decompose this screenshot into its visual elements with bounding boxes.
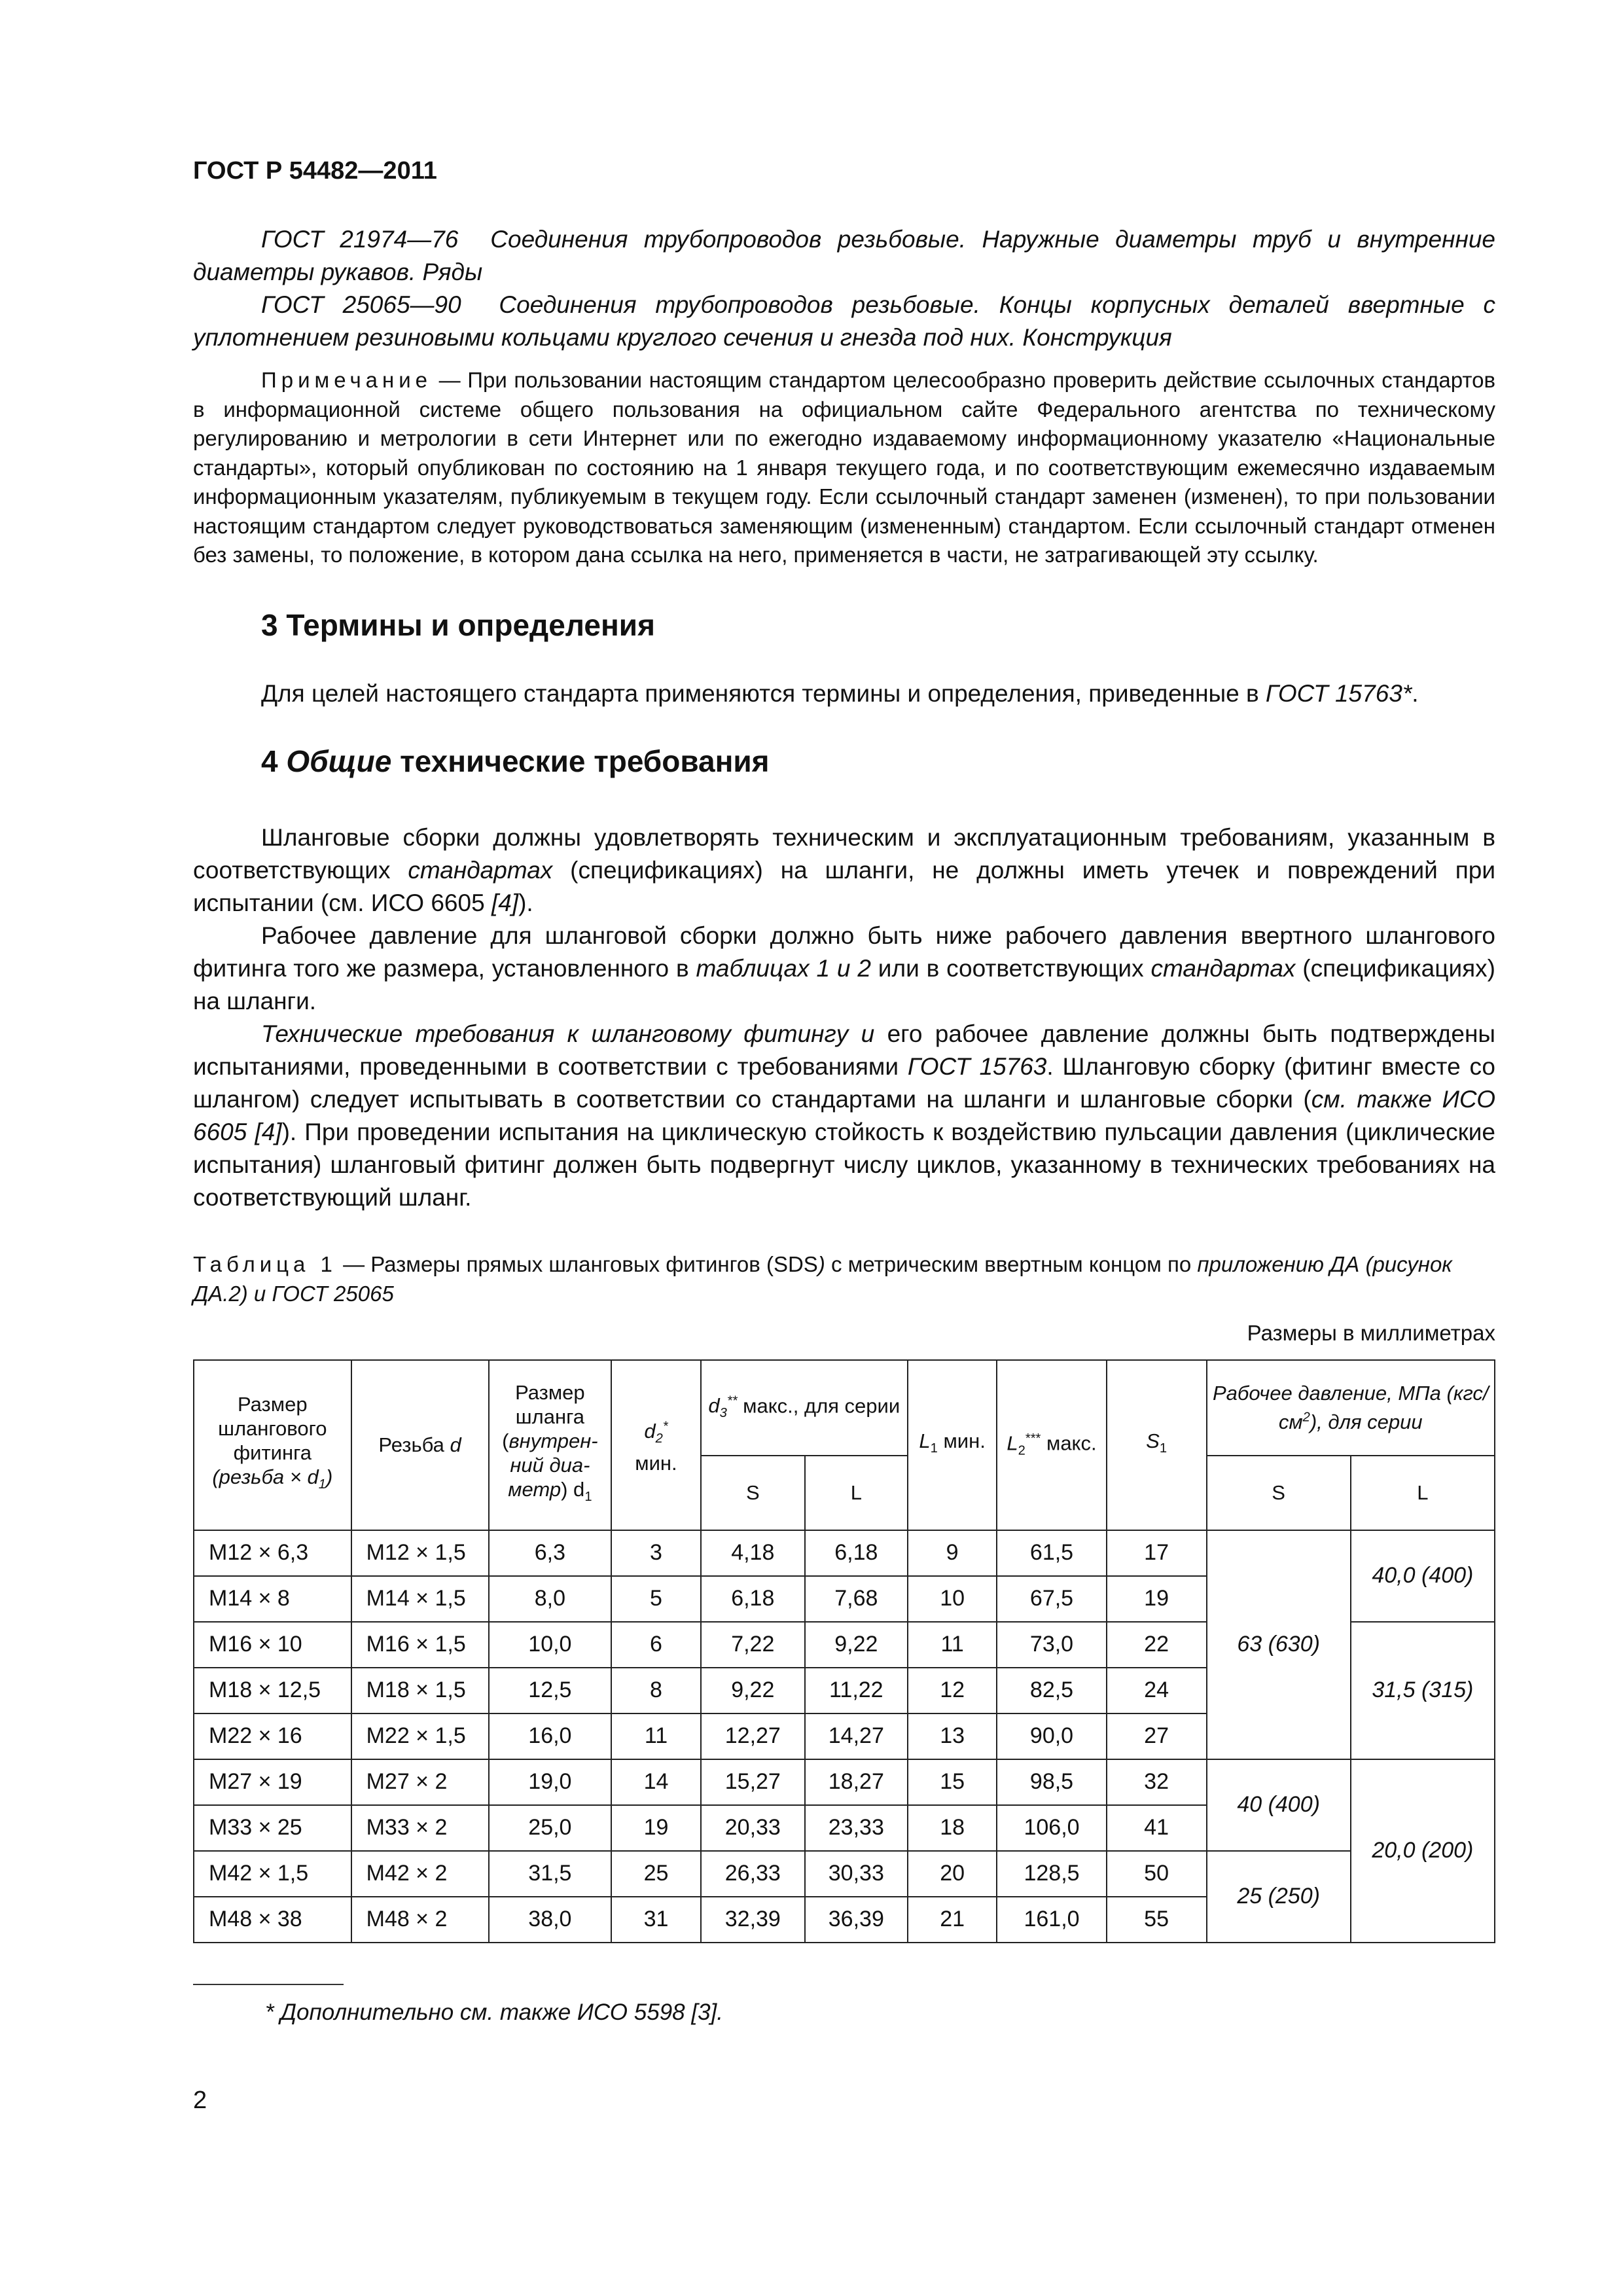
- note-label: Примечание: [261, 368, 433, 392]
- table-row: [194, 1530, 1495, 1576]
- header-fitting-size: [194, 1360, 351, 1530]
- page-number: 2: [193, 2087, 207, 2114]
- paragraph-text: Рабочее давление для шланговой сборки должно быть ниже рабочего давления ввертного шлангового фитинга того же размера, установленного в: [193, 922, 1495, 982]
- cell: M22 × 1,5: [351, 1713, 489, 1759]
- cell: 4,18: [701, 1530, 805, 1576]
- cell: 90,0: [997, 1713, 1106, 1759]
- cell: 25: [611, 1851, 701, 1897]
- header-text: d: [708, 1394, 720, 1418]
- cell: 55: [1107, 1897, 1207, 1943]
- heading-number: 4: [261, 744, 287, 778]
- subscript: 1: [930, 1441, 938, 1456]
- cell: 5: [611, 1576, 701, 1622]
- cell: 19: [611, 1805, 701, 1851]
- cell: M12 × 1,5: [351, 1530, 489, 1576]
- pressure-l-cell: 40,0 (400): [1351, 1530, 1495, 1622]
- cell: 11,22: [805, 1668, 908, 1713]
- reference-code: ГОСТ 25065—90: [261, 291, 461, 318]
- table-header: [194, 1360, 1495, 1530]
- cell: 11: [611, 1713, 701, 1759]
- cell: 10: [908, 1576, 997, 1622]
- header-s1: [1107, 1360, 1207, 1530]
- cell: 11: [908, 1622, 997, 1668]
- caption-text: — Размеры прямых шланговых фитингов (SDS: [336, 1251, 818, 1276]
- cell: M27 × 2: [351, 1759, 489, 1805]
- caption-italic: приложению ДА (рисунок ДА.2) и ГОСТ 25065: [193, 1251, 1452, 1306]
- table-row: [194, 1759, 1495, 1805]
- note-paragraph: [193, 366, 1495, 570]
- cell: 7,22: [701, 1622, 805, 1668]
- cell: 9: [908, 1530, 997, 1576]
- italic-text: Технические требования к шланговому фитингу и: [261, 1020, 875, 1047]
- superscript: ***: [1025, 1431, 1041, 1446]
- cell: 161,0: [997, 1897, 1106, 1943]
- italic-text: стандартах: [408, 856, 553, 884]
- cell: 32: [1107, 1759, 1207, 1805]
- cell: 27: [1107, 1713, 1207, 1759]
- section-4-paragraph-3: [193, 1018, 1495, 1214]
- pressure-l-cell: 20,0 (200): [1351, 1759, 1495, 1943]
- section-4-paragraph-2: [193, 920, 1495, 1018]
- cell: M16 × 1,5: [351, 1622, 489, 1668]
- header-text: мин.: [937, 1429, 986, 1452]
- cell: 12,27: [701, 1713, 805, 1759]
- pressure-s-cell: 63 (630): [1207, 1530, 1351, 1759]
- cell: M48 × 38: [194, 1897, 351, 1943]
- note-text: — При пользовании настоящим стандартом целесообразно проверить действие ссылочных стандартов в информационной системе общего пользования на официальном сайте Федерального агентства по техническому регулированию и метрологии в сети Интернет или по ежегодно издаваемому информационному указателю «Национальные стандарты», который опубликован по состоянию на 1 января текущего года, и по соответствующим ежемесячно издаваемым информационным указателям, публикуемым в текущем году. Если ссылочный стандарт заменен (изменен), то при пользовании настоящим стандартом следует руководствоваться заменяющим (измененным) стандартом. Если ссылочный стандарт отменен без замены, то положение, в котором дана ссылка на него, применяется в части, не затрагивающей эту ссылку.: [193, 368, 1495, 567]
- header-hose-size: [489, 1360, 612, 1530]
- section-4-paragraph-1: [193, 821, 1495, 920]
- header-italic: [644, 1419, 668, 1446]
- normative-reference: [193, 223, 1495, 289]
- reference-title: Соединения трубопроводов резьбовые. Наружные диаметры труб и внутренние диаметры рукавов. Ряды: [193, 226, 1496, 285]
- superscript: **: [726, 1393, 738, 1408]
- header-text: макс.: [1041, 1431, 1097, 1455]
- header-text: Рабочее давление, МПа (кгс/см: [1213, 1382, 1489, 1433]
- cell: 21: [908, 1897, 997, 1943]
- header-italic: L: [919, 1429, 931, 1452]
- cell: 14,27: [805, 1713, 908, 1759]
- italic-text: таблицах 1 и 2: [696, 954, 871, 982]
- header-italic: S: [1146, 1429, 1160, 1452]
- header-d2: [611, 1360, 701, 1530]
- cell: 23,33: [805, 1805, 908, 1851]
- header-italic: L: [1007, 1431, 1018, 1455]
- cell: M22 × 16: [194, 1713, 351, 1759]
- cell: 50: [1107, 1851, 1207, 1897]
- subscript: 1: [584, 1490, 592, 1505]
- cell: 30,33: [805, 1851, 908, 1897]
- paragraph-text: . Шланговую сборку (фитинг вместе со шлангом) следует испытывать в соответствии со стандартами на шланги и шланговые сборки (: [193, 1052, 1495, 1113]
- subscript: 2: [655, 1431, 663, 1446]
- header-d3: [701, 1360, 908, 1456]
- cell: 19,0: [489, 1759, 612, 1805]
- header-text: Размер шланга (: [502, 1380, 585, 1452]
- table-body: [194, 1530, 1495, 1943]
- cell: M16 × 10: [194, 1622, 351, 1668]
- cell: 98,5: [997, 1759, 1106, 1805]
- header-italic: [708, 1393, 738, 1421]
- caption-text: с метрическим ввертным концом по: [825, 1251, 1198, 1276]
- cell: 13: [908, 1713, 997, 1759]
- pressure-s-cell: 40 (400): [1207, 1759, 1351, 1851]
- italic-text: см. также ИСО 6605 [4]: [193, 1085, 1496, 1145]
- normative-reference: [193, 289, 1495, 354]
- standard-link: ГОСТ 15763*: [1265, 679, 1412, 707]
- cell: 20: [908, 1851, 997, 1897]
- subscript: 2: [1018, 1443, 1026, 1458]
- superscript: 2: [1302, 1410, 1310, 1425]
- table-label: Таблица 1: [193, 1251, 337, 1276]
- header-text: ): [325, 1465, 333, 1489]
- cell: 61,5: [997, 1530, 1106, 1576]
- heading-text: технические требования: [391, 744, 770, 778]
- cell: 6,3: [489, 1530, 612, 1576]
- cell: M27 × 19: [194, 1759, 351, 1805]
- dimensions-table: [193, 1359, 1495, 1943]
- header-l2: [997, 1360, 1106, 1530]
- document-page: [193, 157, 1495, 2027]
- cell: 18,27: [805, 1759, 908, 1805]
- section-3-paragraph: [193, 677, 1495, 710]
- section-3-heading: 3 Термины и определения: [261, 607, 655, 642]
- header-text: ) d: [561, 1477, 585, 1501]
- cell: 18: [908, 1805, 997, 1851]
- cell: 31,5: [489, 1851, 612, 1897]
- paragraph-text: или в соответствующих: [870, 954, 1151, 982]
- cell: 106,0: [997, 1805, 1106, 1851]
- cell: 9,22: [805, 1622, 908, 1668]
- cell: M14 × 8: [194, 1576, 351, 1622]
- cell: M18 × 1,5: [351, 1668, 489, 1713]
- header-thread: [351, 1360, 489, 1530]
- header-d3-series-l: L: [805, 1456, 908, 1530]
- cell: 6,18: [805, 1530, 908, 1576]
- header-text: мин.: [635, 1451, 677, 1475]
- cell: 12: [908, 1668, 997, 1713]
- paragraph-text: Шланговые сборки должны удовлетворять техническим и эксплуатационным требованиям, указанным в соответствующих: [193, 823, 1495, 884]
- cell: 31: [611, 1897, 701, 1943]
- cell: 7,68: [805, 1576, 908, 1622]
- bibliography-ref: [4]: [491, 889, 519, 916]
- reference-title: Соединения трубопроводов резьбовые. Концы корпусных деталей ввертные с уплотнением резиновыми кольцами круглого сечения и гнезда под них. Конструкция: [193, 291, 1496, 351]
- heading-italic-word: Общие: [286, 744, 392, 778]
- paragraph-text: .: [1412, 679, 1419, 707]
- subscript: 1: [1159, 1441, 1168, 1456]
- header-italic: d: [450, 1433, 461, 1456]
- header-text: Размер шлангового фитинга: [218, 1393, 327, 1465]
- table-units: Размеры в миллиметрах: [1247, 1320, 1495, 1345]
- subscript: 3: [719, 1406, 727, 1421]
- cell: 20,33: [701, 1805, 805, 1851]
- cell: 128,5: [997, 1851, 1106, 1897]
- cell: 8,0: [489, 1576, 612, 1622]
- cell: 12,5: [489, 1668, 612, 1713]
- cell: 3: [611, 1530, 701, 1576]
- reference-code: ГОСТ 21974—76: [261, 226, 459, 253]
- header-text: макс., для серии: [737, 1394, 901, 1418]
- cell: M14 × 1,5: [351, 1576, 489, 1622]
- header-text: d: [644, 1419, 656, 1443]
- cell: 24: [1107, 1668, 1207, 1713]
- cell: M12 × 6,3: [194, 1530, 351, 1576]
- cell: 14: [611, 1759, 701, 1805]
- cell: M33 × 25: [194, 1805, 351, 1851]
- cell: 17: [1107, 1530, 1207, 1576]
- pressure-s-cell: 25 (250): [1207, 1851, 1351, 1943]
- header-text: (резьба × d: [212, 1465, 319, 1489]
- header-pressure-series-s: S: [1207, 1456, 1351, 1530]
- caption-italic: ): [817, 1251, 825, 1276]
- cell: 9,22: [701, 1668, 805, 1713]
- header-l1: [908, 1360, 997, 1530]
- header-italic: [1213, 1382, 1489, 1433]
- cell: 67,5: [997, 1576, 1106, 1622]
- cell: M42 × 2: [351, 1851, 489, 1897]
- cell: M48 × 2: [351, 1897, 489, 1943]
- superscript: *: [662, 1419, 668, 1434]
- header-pressure-series-l: L: [1351, 1456, 1495, 1530]
- paragraph-text: его рабочее давление должны быть подтверждены испытаниями, проведенными в соответствии с требованиями: [193, 1020, 1495, 1080]
- pressure-l-cell: 31,5 (315): [1351, 1622, 1495, 1759]
- paragraph-text: ).: [518, 889, 533, 916]
- cell: 41: [1107, 1805, 1207, 1851]
- cell: M18 × 12,5: [194, 1668, 351, 1713]
- header-text: ), для серии: [1310, 1410, 1423, 1433]
- section-4-heading: [193, 742, 1495, 781]
- cell: 16,0: [489, 1713, 612, 1759]
- cell: M33 × 2: [351, 1805, 489, 1851]
- paragraph-text: ). При проведении испытания на циклическую стойкость к воздействию пульсации давления (циклические испытания) шланговый фитинг должен быть подвергнут числу циклов, указанному в технических требованиях на соответствующий шланг.: [193, 1118, 1495, 1211]
- cell: 15,27: [701, 1759, 805, 1805]
- table-row: [194, 1851, 1495, 1897]
- cell: 6: [611, 1622, 701, 1668]
- header-italic: [212, 1465, 333, 1492]
- paragraph-text: (спецификациях) на шланги.: [193, 954, 1495, 1014]
- italic-text: ГОСТ 15763: [907, 1052, 1047, 1080]
- cell: 73,0: [997, 1622, 1106, 1668]
- cell: 38,0: [489, 1897, 612, 1943]
- cell: 25,0: [489, 1805, 612, 1851]
- paragraph-text: Для целей настоящего стандарта применяются термины и определения, приведенные в: [261, 679, 1266, 707]
- cell: 19: [1107, 1576, 1207, 1622]
- header-pressure: [1207, 1360, 1495, 1456]
- cell: 36,39: [805, 1897, 908, 1943]
- footnote-divider: [193, 1984, 344, 1985]
- header-text: Резьба: [378, 1433, 450, 1456]
- cell: 82,5: [997, 1668, 1106, 1713]
- footnote: * Дополнительно см. также ИСО 5598 [3].: [265, 1999, 723, 2025]
- cell: 6,18: [701, 1576, 805, 1622]
- header-d3-series-s: S: [701, 1456, 805, 1530]
- cell: 22: [1107, 1622, 1207, 1668]
- cell: 26,33: [701, 1851, 805, 1897]
- cell: 8: [611, 1668, 701, 1713]
- paragraph-text: (спецификациях) на шланги, не должны иметь утечек и повреждений при испытании (см. ИСО 6605: [193, 856, 1495, 916]
- table-caption: [193, 1249, 1495, 1308]
- subscript: 1: [318, 1477, 326, 1492]
- cell: 10,0: [489, 1622, 612, 1668]
- italic-text: стандартах: [1150, 954, 1296, 982]
- cell: 15: [908, 1759, 997, 1805]
- cell: 32,39: [701, 1897, 805, 1943]
- document-header: ГОСТ Р 54482—2011: [193, 157, 437, 185]
- header-italic: внутрен-ний диа-метр: [508, 1429, 598, 1501]
- cell: M42 × 1,5: [194, 1851, 351, 1897]
